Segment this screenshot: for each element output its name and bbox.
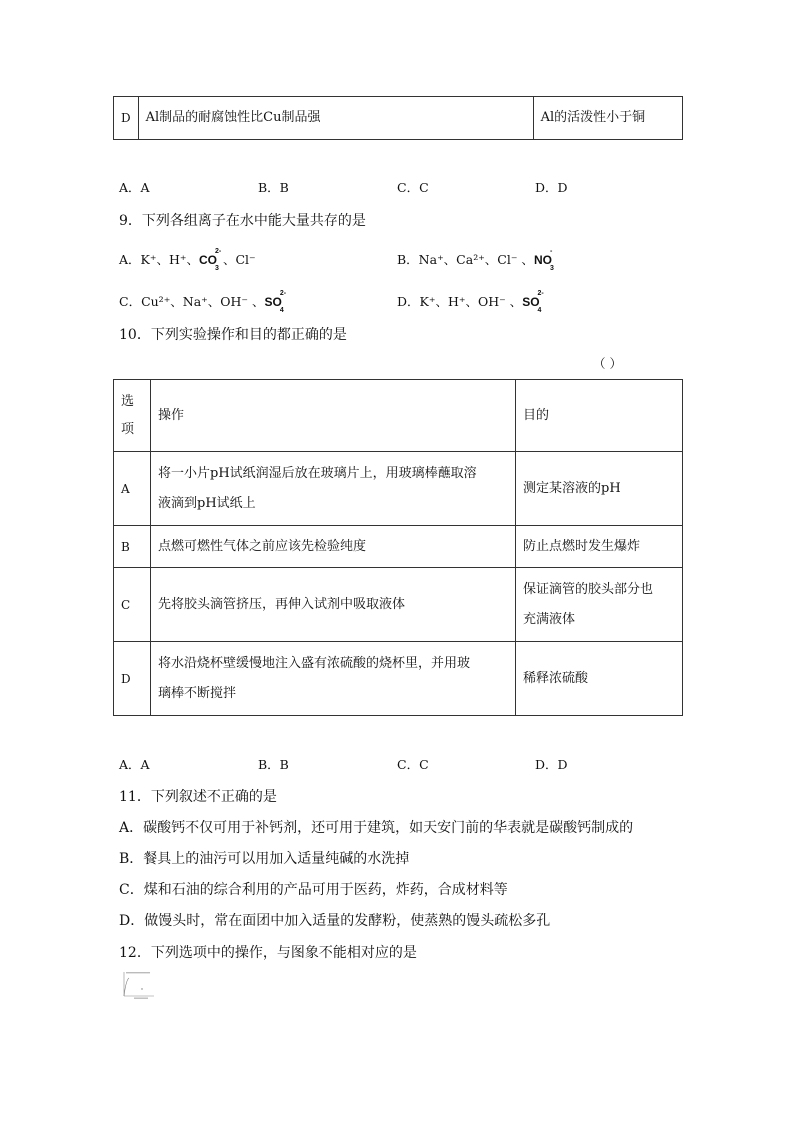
row-operation: 先将胶头滴管挤压，再伸入试剂中吸取液体 xyxy=(151,568,516,642)
graph-curve xyxy=(124,978,129,996)
row-purpose: 防止点燃时发生爆炸 xyxy=(516,526,683,568)
table-header-row xyxy=(114,380,683,452)
q9-stem: 9．下列各组离子在水中能大量共存的是 xyxy=(119,213,366,229)
ion-charge: 2- xyxy=(279,290,287,297)
q11-option-c[interactable]: C．煤和石油的综合利用的产品可用于医药，炸药，合成材料等 xyxy=(119,882,508,898)
nitrate-ion xyxy=(533,248,554,272)
operation-line1: 将一小片pH试纸润湿后放在玻璃片上，用玻璃棒蘸取溶 xyxy=(158,465,477,481)
header-option-line1: 选 xyxy=(121,393,135,409)
ion-charge: 2- xyxy=(214,248,222,255)
row-fact: Al制品的耐腐蚀性比Cu制品强 xyxy=(138,97,533,140)
q10-table xyxy=(113,379,683,716)
graph-thumbnail xyxy=(120,970,156,1000)
q11-option-a[interactable]: A．碳酸钙不仅可用于补钙剂，还可用于建筑，如天安门前的华表就是碳酸钙制成的 xyxy=(119,820,634,836)
ion-formula: SO xyxy=(522,295,540,309)
q11-option-b[interactable]: B．餐具上的油污可以用加入适量纯碱的水洗掉 xyxy=(119,851,410,867)
q10-option-c[interactable]: C．C xyxy=(397,757,429,772)
sulfate-ion xyxy=(522,290,544,314)
graph-x-label xyxy=(134,998,148,999)
header-option-line2: 项 xyxy=(121,421,135,437)
header-operation: 操作 xyxy=(151,380,516,452)
row-purpose: 稀释浓硫酸 xyxy=(516,642,683,716)
operation-line2: 液滴到pH试纸上 xyxy=(158,495,256,511)
q8-option-b[interactable]: B．B xyxy=(258,180,289,195)
row-operation: 点燃可燃性气体之前应该先检验纯度 xyxy=(151,526,516,568)
row-explanation: Al的活泼性小于铜 xyxy=(533,97,682,140)
operation-line2: 璃棒不断搅拌 xyxy=(158,685,237,701)
q9-a-suffix: 、Cl⁻ xyxy=(222,252,256,267)
table-row xyxy=(114,526,683,568)
table-row xyxy=(114,568,683,642)
q11-option-d[interactable]: D．做馒头时，常在面团中加入适量的发酵粉，使蒸熟的馒头疏松多孔 xyxy=(119,913,551,929)
ion-subscript: 3 xyxy=(549,265,554,272)
ion-subscript: 3 xyxy=(214,265,219,272)
row-label: B xyxy=(114,526,151,568)
header-option xyxy=(114,380,151,452)
ion-subscript: 4 xyxy=(279,307,284,314)
purpose-line2: 充满液体 xyxy=(523,611,576,627)
row-purpose xyxy=(516,568,683,642)
table-row xyxy=(114,642,683,716)
operation-line1: 将水沿烧杯壁缓慢地注入盛有浓硫酸的烧杯里，并用玻 xyxy=(158,655,471,671)
row-operation xyxy=(151,452,516,526)
ion-charge: 2- xyxy=(537,290,544,297)
q10-stem: 10．下列实验操作和目的都正确的是 xyxy=(119,327,347,343)
q9-option-c[interactable] xyxy=(119,290,287,314)
row-label: A xyxy=(114,452,151,526)
sulfate-ion xyxy=(264,290,287,314)
q10-option-d[interactable]: D．D xyxy=(535,757,568,772)
q9-b-prefix: B．Na⁺、Ca²⁺、Cl⁻ 、 xyxy=(397,252,534,267)
q9-option-a[interactable] xyxy=(119,248,256,272)
q8-table xyxy=(113,96,683,140)
header-purpose: 目的 xyxy=(516,380,683,452)
q9-option-d[interactable] xyxy=(397,290,544,314)
ion-formula: NO xyxy=(533,253,552,267)
row-label: C xyxy=(114,568,151,642)
q8-option-a[interactable]: A．A xyxy=(119,180,150,195)
row-operation xyxy=(151,642,516,716)
q8-option-d[interactable]: D．D xyxy=(535,180,568,195)
q10-option-a[interactable]: A．A xyxy=(119,757,150,772)
ion-charge: - xyxy=(549,248,553,255)
carbonate-ion xyxy=(198,248,222,272)
ion-subscript: 4 xyxy=(537,307,542,314)
q9-d-prefix: D．K⁺、H⁺、OH⁻ 、 xyxy=(397,294,523,309)
graph-title-text xyxy=(126,972,150,973)
answer-bracket: （ ） xyxy=(593,356,622,371)
q8-option-c[interactable]: C．C xyxy=(397,180,429,195)
q9-a-prefix: A．K⁺、H⁺、 xyxy=(119,252,199,267)
purpose-line1: 保证滴管的胶头部分也 xyxy=(523,581,654,597)
row-label: D xyxy=(114,642,151,716)
q10-option-b[interactable]: B．B xyxy=(258,757,289,772)
graph-point xyxy=(141,988,142,989)
q9-option-b[interactable] xyxy=(397,248,554,272)
ion-formula: SO xyxy=(264,295,282,309)
q11-stem: 11．下列叙述不正确的是 xyxy=(119,789,277,805)
table-row xyxy=(114,97,683,140)
q9-c-prefix: C．Cu²⁺、Na⁺、OH⁻ 、 xyxy=(119,294,265,309)
q12-stem: 12．下列选项中的操作，与图象不能相对应的是 xyxy=(119,945,417,961)
ion-formula: CO xyxy=(198,253,217,267)
row-label: D xyxy=(114,97,139,140)
table-row xyxy=(114,452,683,526)
row-purpose: 测定某溶液的pH xyxy=(516,452,683,526)
